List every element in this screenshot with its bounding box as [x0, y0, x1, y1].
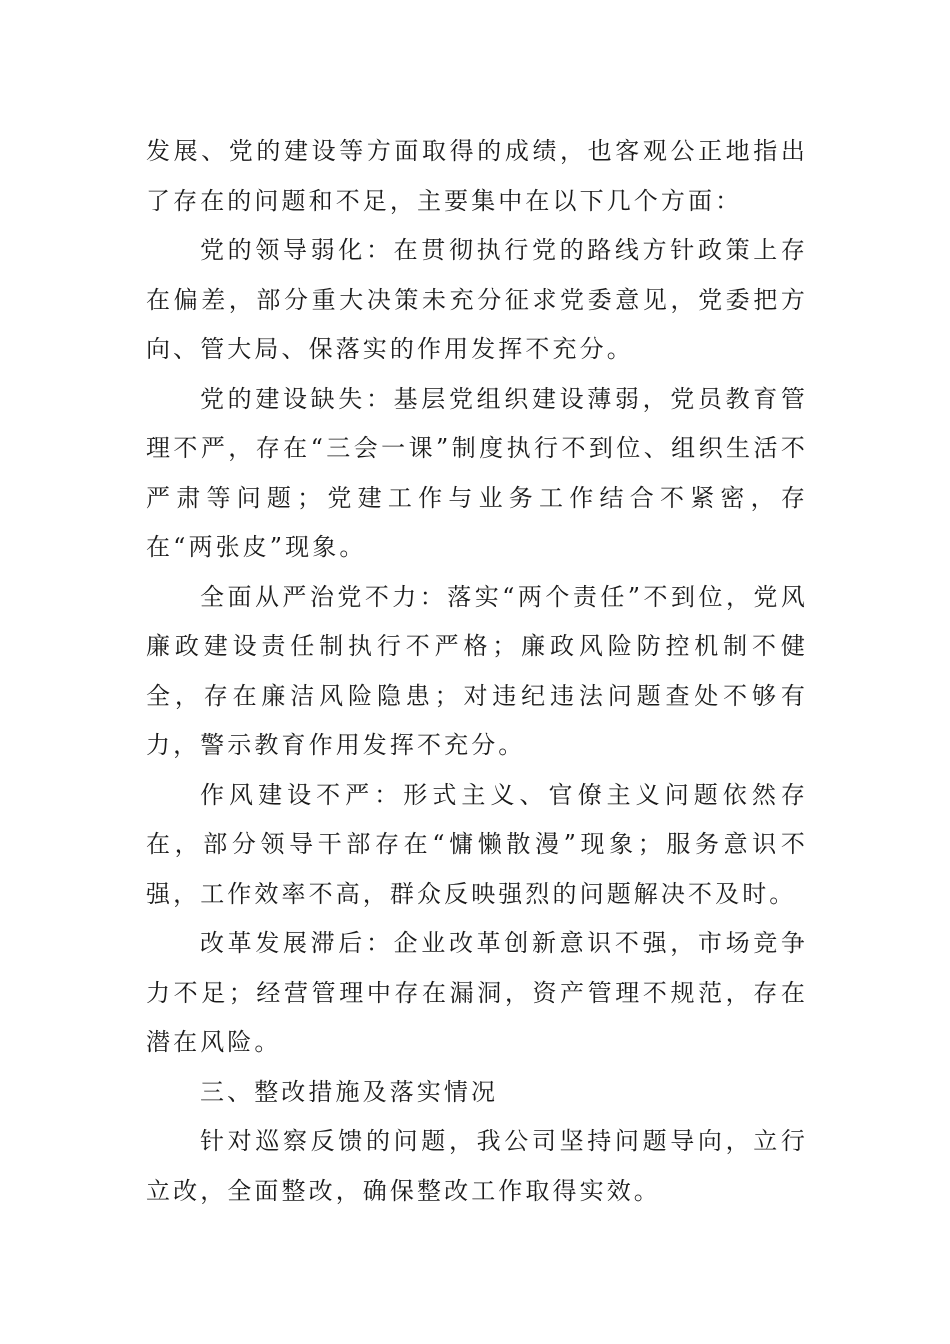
- document-body: [146, 127, 808, 1216]
- paragraph-reform-development: 改革发展滞后：企业改革创新意识不强，市场竞争力不足；经营管理中存在漏洞，资产管理不规范，存在潜在风险。: [146, 929, 808, 1056]
- paragraph-party-leadership: 党的领导弱化：在贯彻执行党的路线方针政策上存在偏差，部分重大决策未充分征求党委意见，党委把方向、管大局、保落实的作用发挥不充分。: [146, 236, 808, 363]
- paragraph-continuation: 发展、党的建设等方面取得的成绩，也客观公正地指出了存在的问题和不足，主要集中在以下几个方面：: [146, 137, 808, 215]
- paragraph-strict-governance: 全面从严治党不力：落实“两个责任”不到位，党风廉政建设责任制执行不严格；廉政风险防控机制不健全，存在廉洁风险隐患；对违纪违法问题查处不够有力，警示教育作用发挥不充分。: [146, 582, 808, 759]
- paragraph-party-building: 党的建设缺失：基层党组织建设薄弱，党员教育管理不严，存在“三会一课”制度执行不到位、组织生活不严肃等问题；党建工作与业务工作结合不紧密，存在“两张皮”现象。: [146, 384, 808, 561]
- section-heading-rectification: 三、整改措施及落实情况: [200, 1077, 499, 1106]
- paragraph-rectification-intro: 针对巡察反馈的问题，我公司坚持问题导向，立行立改，全面整改，确保整改工作取得实效。: [146, 1127, 808, 1205]
- paragraph-work-style: 作风建设不严：形式主义、官僚主义问题依然存在，部分领导干部存在“慵懒散漫”现象；服务意识不强，工作效率不高，群众反映强烈的问题解决不及时。: [146, 780, 808, 908]
